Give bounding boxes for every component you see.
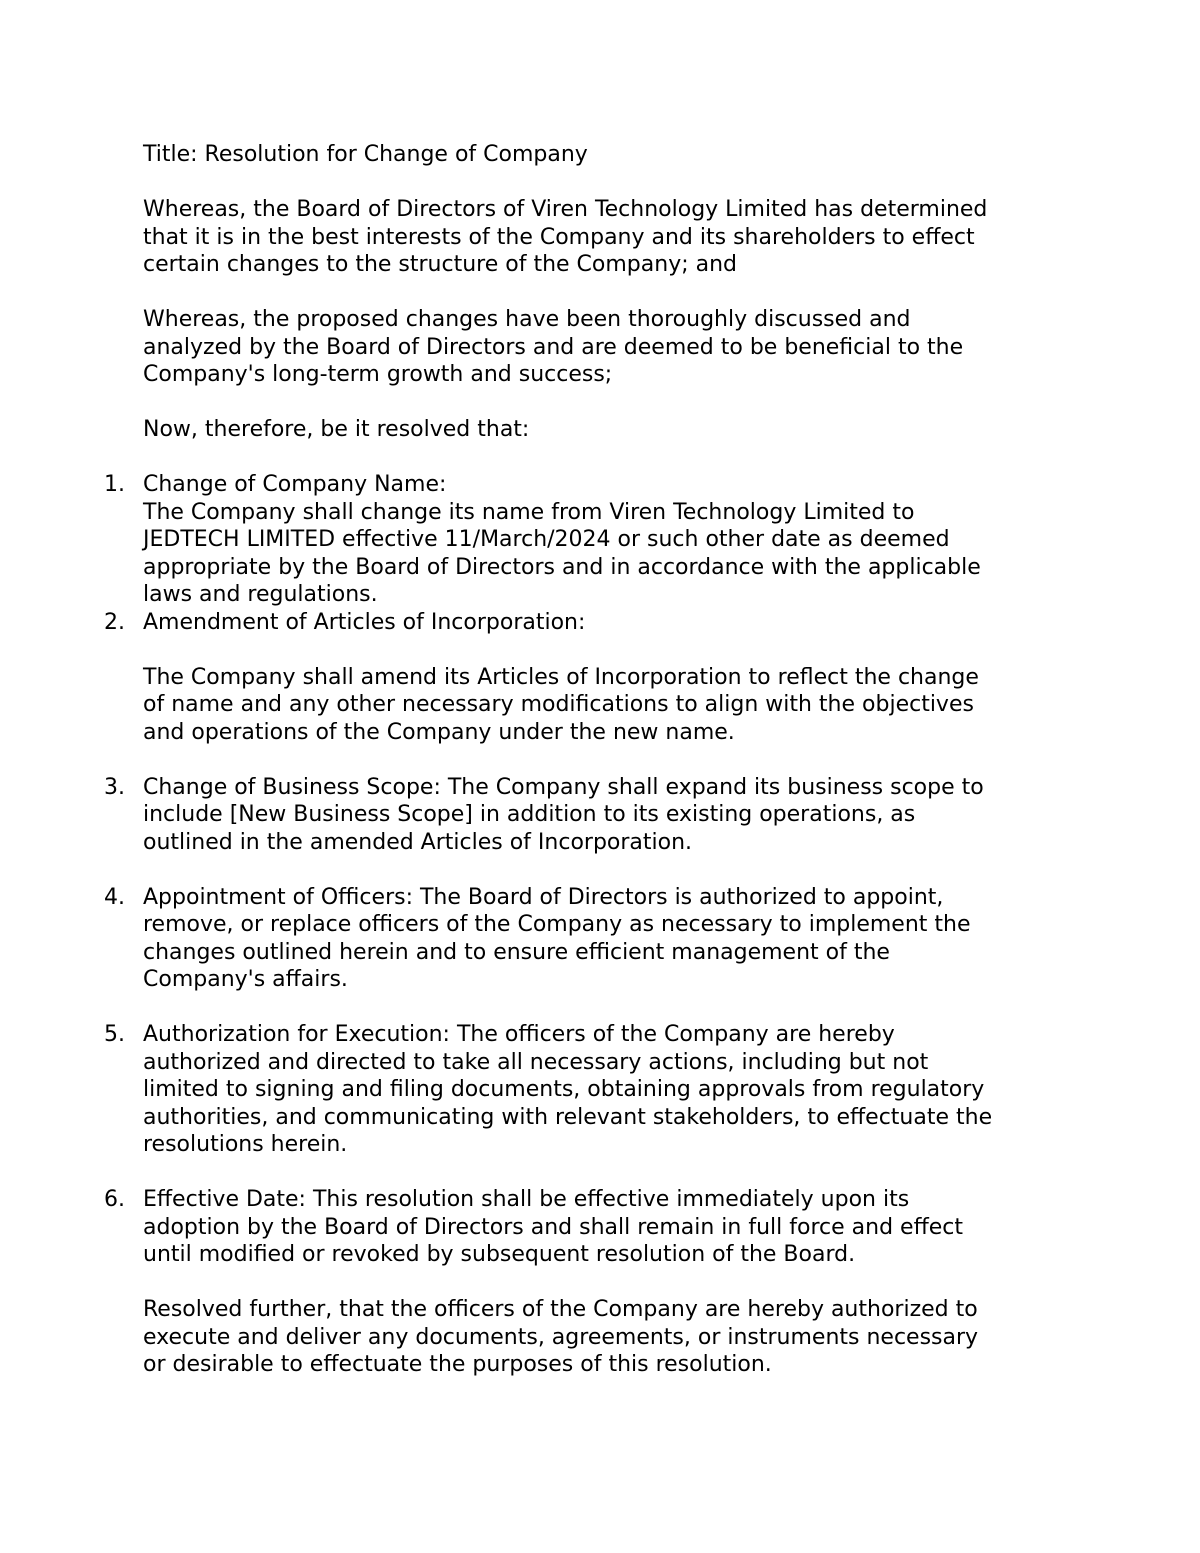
text-line: remove, or replace officers of the Company as necessary to implement the — [143, 912, 971, 937]
text-line: Now, therefore, be it resolved that: — [143, 417, 530, 442]
list-item-number: 2. — [104, 609, 125, 635]
list-item — [104, 471, 1073, 609]
text-line: limited to signing and filing documents, obtaining approvals from regulatory — [143, 1077, 985, 1102]
list-item — [104, 1021, 1073, 1159]
document-title — [143, 141, 1073, 169]
resolved-further-paragraph — [143, 1296, 1073, 1379]
list-item-heading: Change of Company Name: — [143, 472, 447, 497]
text-line: authorized and directed to take all necessary actions, including but not — [143, 1049, 929, 1075]
list-item-number: 5. — [104, 1022, 125, 1047]
text-line: Company's long-term growth and success; — [143, 362, 613, 387]
text-line: analyzed by the Board of Directors and are deemed to be beneficial to the — [143, 334, 964, 360]
text-line: execute and deliver any documents, agreements, or instruments necessary — [143, 1324, 979, 1350]
text-line: adoption by the Board of Directors and shall remain in full force and effect — [143, 1214, 963, 1240]
resolution-list — [104, 471, 1073, 1269]
text-line: JEDTECH LIMITED effective 11/March/2024 or such other date as deemed — [143, 527, 950, 552]
list-item — [104, 774, 1073, 857]
text-line: of name and any other necessary modifications to align with the objectives — [143, 692, 974, 717]
list-item-number: 3. — [104, 774, 125, 800]
list-item-number: 4. — [104, 884, 125, 910]
text-line: Whereas, the proposed changes have been thoroughly discussed and — [143, 307, 911, 332]
text-line: certain changes to the structure of the Company; and — [143, 252, 738, 277]
text-line: Company's affairs. — [143, 967, 348, 992]
text-line: resolutions herein. — [143, 1132, 348, 1157]
text-line: changes outlined herein and to ensure efficient management of the — [143, 939, 890, 965]
text-line: The Company shall change its name from Viren Technology Limited to — [143, 499, 915, 525]
text-line: Whereas, the Board of Directors of Viren Technology Limited has determined — [143, 197, 988, 222]
text-line: laws and regulations. — [143, 582, 378, 607]
text-line: outlined in the amended Articles of Incorporation. — [143, 829, 693, 855]
resolved-intro — [143, 416, 1073, 444]
list-item — [104, 609, 1073, 747]
text-line: include [New Business Scope] in addition to its existing operations, as — [143, 802, 916, 827]
blank-line — [143, 636, 1073, 664]
text-line: until modified or revoked by subsequent resolution of the Board. — [143, 1242, 856, 1267]
list-item — [104, 884, 1073, 994]
whereas-paragraph-2 — [143, 306, 1073, 389]
text-line: appropriate by the Board of Directors and in accordance with the applicable — [143, 554, 981, 580]
title-line: Title: Resolution for Change of Company — [143, 142, 588, 167]
text-line: The Company shall amend its Articles of Incorporation to reflect the change — [143, 664, 979, 690]
text-line: Effective Date: This resolution shall be effective immediately upon its — [143, 1187, 910, 1212]
whereas-paragraph-1 — [143, 196, 1073, 279]
text-line: and operations of the Company under the new name. — [143, 719, 735, 745]
text-line: Resolved further, that the officers of the Company are hereby authorized to — [143, 1297, 978, 1322]
list-item-number: 1. — [104, 472, 125, 497]
list-item — [104, 1186, 1073, 1269]
list-item-heading: Amendment of Articles of Incorporation: — [143, 609, 586, 635]
text-line: authorities, and communicating with relevant stakeholders, to effectuate the — [143, 1104, 993, 1130]
text-line: Authorization for Execution: The officers of the Company are hereby — [143, 1022, 895, 1047]
list-item-number: 6. — [104, 1187, 125, 1212]
text-line: or desirable to effectuate the purposes of this resolution. — [143, 1352, 772, 1377]
text-line: Appointment of Officers: The Board of Directors is authorized to appoint, — [143, 884, 944, 910]
text-line: Change of Business Scope: The Company shall expand its business scope to — [143, 774, 984, 800]
document-body — [104, 141, 1073, 1406]
text-line: that it is in the best interests of the Company and its shareholders to effect — [143, 224, 975, 250]
